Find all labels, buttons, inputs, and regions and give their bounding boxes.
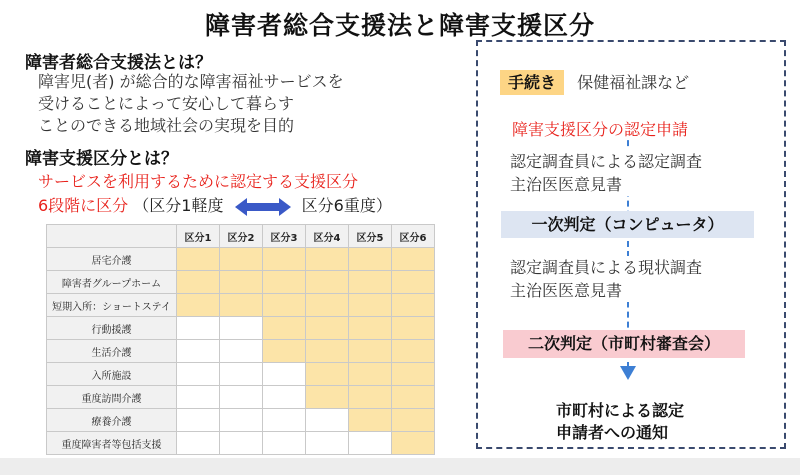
table-row: [47, 432, 435, 455]
service-category-table: [46, 224, 435, 455]
step-current-survey-line1: 認定調査員による現状調査: [510, 258, 703, 277]
step-application: 障害支援区分の認定申請: [510, 117, 690, 140]
eligibility-cell: [349, 340, 392, 363]
eligibility-cell: [220, 340, 263, 363]
table-header-row: [47, 225, 435, 248]
final-notification: [556, 400, 684, 443]
eligibility-cell: [263, 271, 306, 294]
eligibility-cell: [263, 409, 306, 432]
eligibility-cell: [263, 386, 306, 409]
procedure-row: [500, 70, 689, 93]
eligibility-cell: [220, 294, 263, 317]
eligibility-cell: [263, 317, 306, 340]
service-name: 重度障害者等包括支援: [47, 432, 177, 455]
primary-judgement-box: 一次判定（コンピュータ）: [501, 211, 754, 238]
eligibility-cell: [177, 271, 220, 294]
column-header: 区分3: [263, 225, 306, 248]
table-row: [47, 317, 435, 340]
body-line-3: ことのできる地域社会の実現を目的: [38, 116, 295, 135]
eligibility-cell: [177, 248, 220, 271]
eligibility-cell: [220, 317, 263, 340]
flow-arrowhead-icon: [620, 366, 636, 380]
eligibility-cell: [177, 363, 220, 386]
body-line-2: 受けることによって安心して暮らす: [38, 94, 295, 113]
range-right-text: 区分6重度）: [301, 196, 392, 215]
service-name: 生活介護: [47, 340, 177, 363]
eligibility-cell: [220, 409, 263, 432]
eligibility-cell: [263, 294, 306, 317]
table-row: [47, 386, 435, 409]
table-row: [47, 271, 435, 294]
table-row: [47, 363, 435, 386]
eligibility-cell: [349, 409, 392, 432]
step-current-survey-line2: 主治医医意見書: [510, 281, 623, 301]
service-name: 行動援護: [47, 317, 177, 340]
column-header: 区分2: [220, 225, 263, 248]
eligibility-cell: [349, 294, 392, 317]
table-row: [47, 294, 435, 317]
page-title: 障害者総合支援法と障害支援区分: [204, 11, 595, 40]
column-header: 区分6: [392, 225, 435, 248]
eligibility-cell: [306, 248, 349, 271]
eligibility-cell: [392, 340, 435, 363]
eligibility-cell: [177, 386, 220, 409]
eligibility-cell: [306, 409, 349, 432]
eligibility-cell: [392, 248, 435, 271]
eligibility-cell: [263, 363, 306, 386]
final-line2: 申請者への通知: [556, 422, 669, 442]
step-investigation: [510, 150, 702, 196]
service-name: 障害者グループホーム: [47, 271, 177, 294]
eligibility-cell: [220, 432, 263, 455]
eligibility-cell: [220, 271, 263, 294]
eligibility-cell: [349, 386, 392, 409]
column-header: 区分1: [177, 225, 220, 248]
eligibility-cell: [306, 363, 349, 386]
step-investigation-line2: 主治医医意見書: [510, 175, 623, 195]
eligibility-cell: [392, 271, 435, 294]
service-name: 入所施設: [47, 363, 177, 386]
bottom-bar: [0, 458, 800, 475]
service-name: 居宅介護: [47, 248, 177, 271]
table-row: [47, 409, 435, 432]
eligibility-cell: [220, 248, 263, 271]
eligibility-cell: [263, 432, 306, 455]
eligibility-cell: [306, 340, 349, 363]
service-name: 療養介護: [47, 409, 177, 432]
table-corner-cell: [47, 225, 177, 248]
six-levels-text: 6段階に区分: [38, 196, 129, 215]
eligibility-cell: [220, 363, 263, 386]
double-arrow-icon: [235, 198, 291, 216]
eligibility-cell: [392, 363, 435, 386]
column-header: 区分4: [306, 225, 349, 248]
eligibility-cell: [177, 294, 220, 317]
heading-support-act: 障害者総合支援法とは？: [25, 53, 212, 73]
eligibility-cell: [177, 409, 220, 432]
procedure-label: 手続き: [500, 70, 564, 95]
eligibility-cell: [263, 340, 306, 363]
table-row: [47, 340, 435, 363]
eligibility-cell: [349, 363, 392, 386]
eligibility-cell: [306, 317, 349, 340]
eligibility-cell: [392, 294, 435, 317]
eligibility-cell: [263, 248, 306, 271]
service-name: 短期入所：ショートステイ: [47, 294, 177, 317]
eligibility-cell: [349, 271, 392, 294]
eligibility-cell: [392, 432, 435, 455]
step-current-survey: [510, 256, 702, 302]
heading-support-category: 障害支援区分とは？: [25, 149, 178, 169]
range-left-text: （区分1軽度: [133, 196, 224, 215]
service-name: 重度訪問介護: [47, 386, 177, 409]
eligibility-cell: [177, 432, 220, 455]
body-line-1: 障害児(者) が総合的な障害福祉サービスを: [38, 72, 344, 91]
eligibility-cell: [306, 294, 349, 317]
category-range-row: [38, 193, 392, 216]
table-row: [47, 248, 435, 271]
eligibility-cell: [306, 271, 349, 294]
procedure-panel: [476, 40, 786, 449]
eligibility-cell: [306, 386, 349, 409]
column-header: 区分5: [349, 225, 392, 248]
eligibility-cell: [392, 386, 435, 409]
eligibility-cell: [392, 409, 435, 432]
eligibility-cell: [177, 340, 220, 363]
eligibility-cell: [349, 248, 392, 271]
eligibility-cell: [349, 432, 392, 455]
eligibility-cell: [306, 432, 349, 455]
eligibility-cell: [392, 317, 435, 340]
red-definition-line: サービスを利用するために認定する支援区分: [38, 172, 359, 191]
procedure-office: 保健福祉課など: [577, 73, 690, 92]
eligibility-cell: [177, 317, 220, 340]
eligibility-cell: [349, 317, 392, 340]
eligibility-cell: [220, 386, 263, 409]
secondary-judgement-box: 二次判定（市町村審査会）: [503, 330, 745, 358]
final-line1: 市町村による認定: [556, 401, 685, 420]
step-investigation-line1: 認定調査員による認定調査: [510, 152, 703, 171]
